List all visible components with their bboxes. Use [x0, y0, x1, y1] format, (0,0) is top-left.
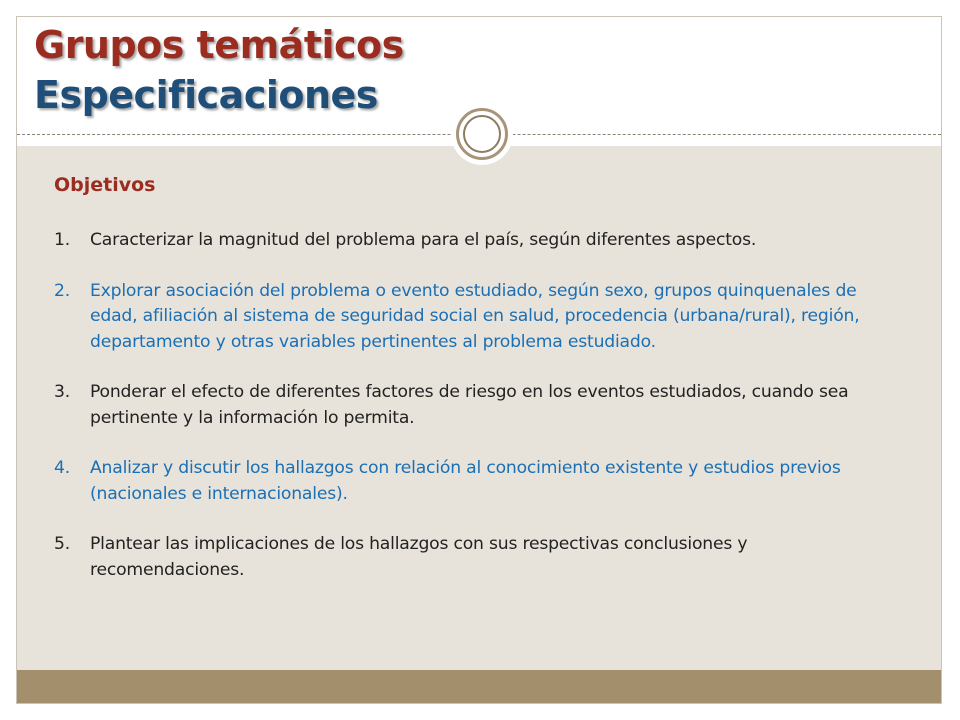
circle-ring-inner [463, 115, 501, 153]
objective-text: Explorar asociación del problema o evento estudiado, según sexo, grupos quinquenales de edad, afiliación al sistema de seguridad social en salud, procedencia (urbana/rural), región, departamento y otras variables pertinentes al problema estudiado. [90, 280, 860, 352]
slide-title: Grupos temáticos [34, 23, 404, 67]
objective-item-4 [54, 456, 874, 507]
objective-number: 4. [54, 458, 70, 478]
objective-number: 2. [54, 280, 70, 301]
slide-subtitle: Especificaciones [34, 73, 378, 117]
circle-ornament-icon [451, 103, 513, 165]
objectives-heading: Objetivos [54, 174, 156, 196]
objective-text: Plantear las implicaciones de los hallazgos con sus respectivas conclusiones y recomendaciones. [90, 534, 748, 580]
bottom-bar [17, 670, 941, 703]
objective-text: Ponderar el efecto de diferentes factores de riesgo en los eventos estudiados, cuando sea pertinente y la información lo permita. [90, 382, 849, 428]
objective-number: 3. [54, 382, 70, 402]
objective-text: Caracterizar la magnitud del problema para el país, según diferentes aspectos. [90, 230, 757, 250]
objectives-list [54, 228, 874, 608]
objective-item-3 [54, 380, 874, 431]
objective-number: 1. [54, 230, 70, 250]
objective-item-2 [54, 279, 874, 356]
objective-number: 5. [54, 534, 70, 554]
objective-item-1 [54, 228, 874, 254]
objective-text: Analizar y discutir los hallazgos con relación al conocimiento existente y estudios previos (nacionales e internacionales). [90, 458, 841, 504]
objective-item-5 [54, 532, 874, 583]
